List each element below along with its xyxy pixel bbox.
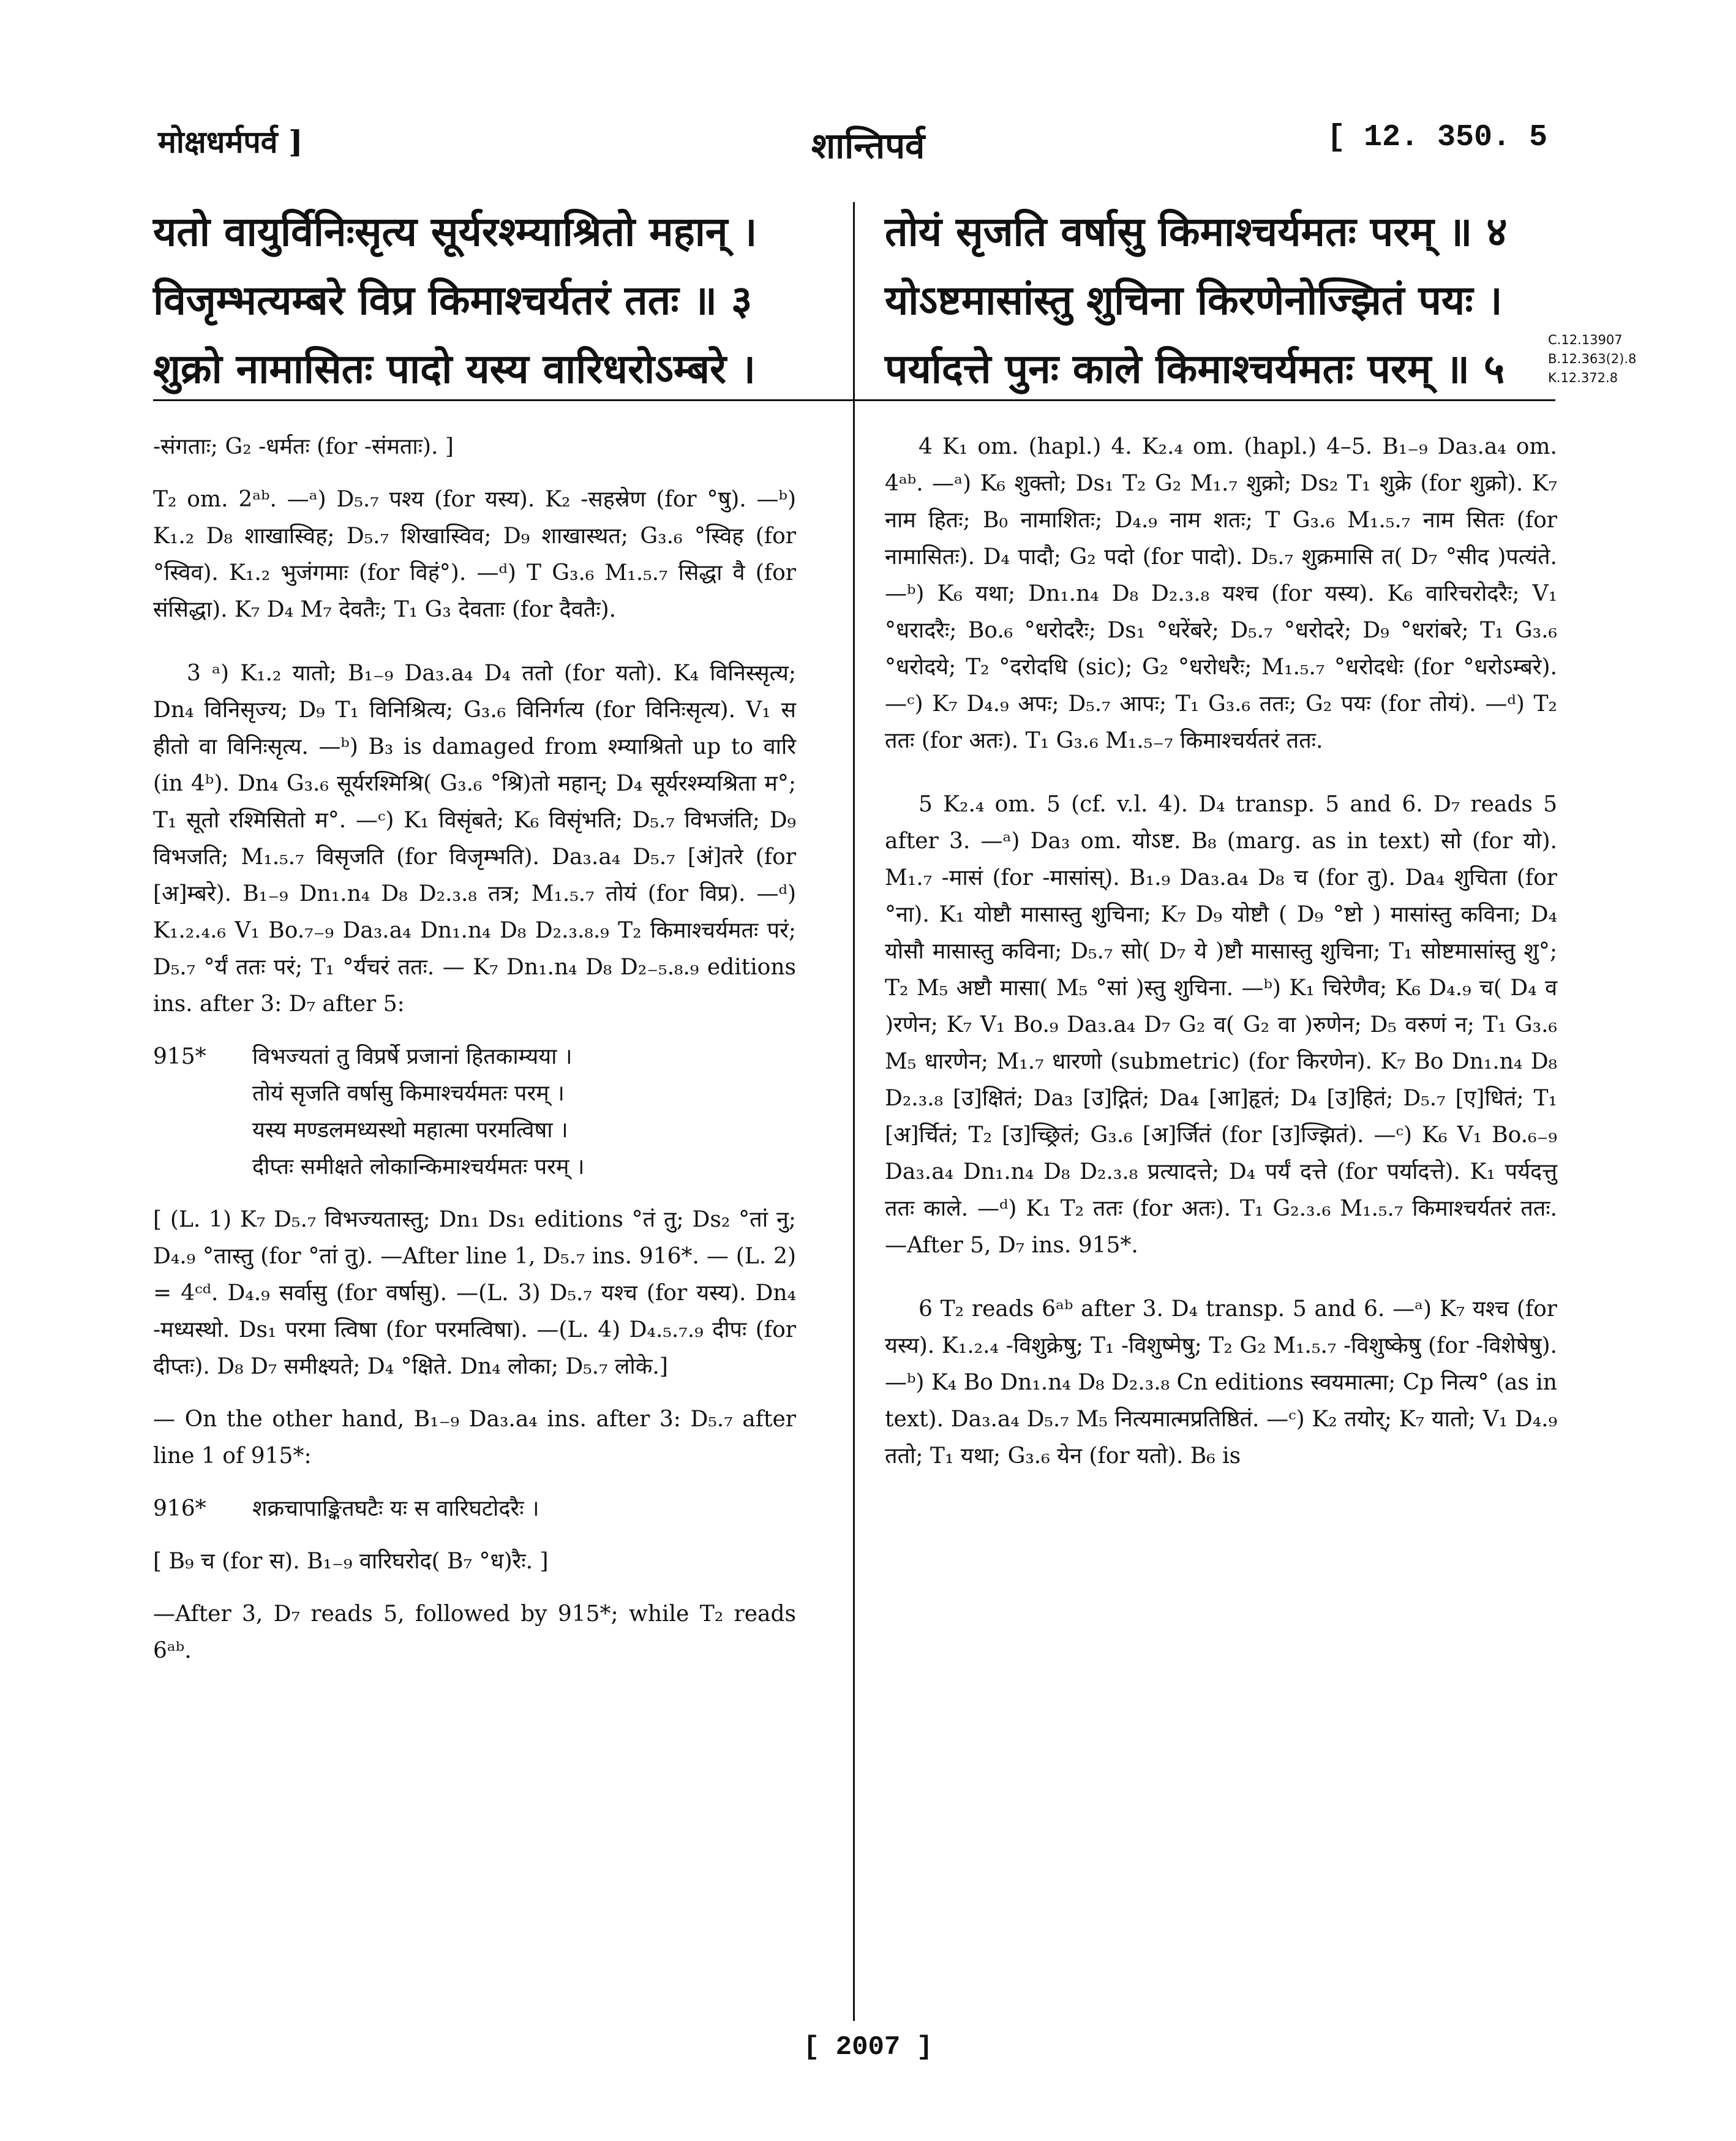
apparatus-note: —After 3, D₇ reads 5, followed by 915*; while T₂ reads 6ᵃᵇ. (153, 1601, 796, 1663)
apparatus-note: 6 T₂ reads 6ᵃᵇ after 3. D₄ transp. 5 and 6. —ᵃ) K₇ यश्च (for यस्य). K₁.₂.₄ -विशुक्रेषु; T₁ -विशुष्मेषु; T₂ G₂ M₁.₅.₇ -विशुष्केषु (for -विशेषेषु). —ᵇ) K₄ Bo Dn₁.n₄ D₈ D₂.₃.₈ Cn editions स्वयमात्मा; Cp नित्य° (as in text). Da₃.a₄ D₅.₇ M₅ नित्यमात्मप्रतिष्ठितं. —ᶜ) K₂ तयोर्; K₇ यातो; V₁ D₄.₉ ततो; T₁ यथा; G₃.₆ येन (for यतो). B₆ is (885, 1296, 1557, 1469)
interpolation-line: तोयं सृजति वर्षासु किमाश्चर्यमतः परम् । (252, 1081, 565, 1106)
cross-reference: C.12.13907 (1548, 333, 1623, 347)
apparatus-note: [ B₉ च (for स). B₁₋₉ वारिघरोद( B₇ °ध)रैः. ] (153, 1549, 549, 1574)
verse-text-right (885, 197, 1508, 403)
apparatus-note: 4 K₁ om. (hapl.) 4. K₂.₄ om. (hapl.) 4–5. B₁₋₉ Da₃.a₄ om. 4ᵃᵇ. —ᵃ) K₆ शुक्तो; Ds₁ T₂ G₂ M₁.₇ शुक्रो; Ds₂ T₁ शुक्रे (for शुक्रो). K₇ नाम हितः; B₀ नामाशितः; D₄.₉ नाम शतः; T G₃.₆ M₁.₅.₇ नाम सितः (for नामासितः). D₄ पादौ; G₂ पदो (for पादो). D₅.₇ शुक्रमासि त( D₇ °सीद )पत्यंते. —ᵇ) K₆ यथा; Dn₁.n₄ D₈ D₂.₃.₈ यश्च (for यस्य). K₆ वारिचरोदरैः; V₁ °धरादरैः; Bo.₆ °धरोदरैः; Ds₁ °धरेंबरे; D₅.₇ °धरोदरे; D₉ °धरांबरे; T₁ G₃.₆ °धरोदये; T₂ °दरोदधि (sic); G₂ °धरोधरैः; M₁.₅.₇ °धरोदधेः (for °धरोऽम्बरे). —ᶜ) K₇ D₄.₉ अपः; D₅.₇ आपः; T₁ G₃.₆ ततः; G₂ पयः (for तोयं). —ᵈ) T₂ ततः (for अतः). T₁ G₃.₆ M₁.₅₋₇ किमाश्चर्यतरं ततः. (885, 434, 1557, 753)
apparatus-note: 3 ᵃ) K₁.₂ यातो; B₁₋₉ Da₃.a₄ D₄ ततो (for यतो). K₄ विनिस्सृत्य; Dn₄ विनिसृज्य; D₉ T₁ विनिश्रित्य; G₃.₆ विनिर्गत्य (for विनिःसृत्य). V₁ स हीतो वा विनिःसृत्य. —ᵇ) B₃ is damaged from श्म्याश्रितो up to वारि (in 4ᵇ). Dn₄ G₃.₆ सूर्यरश्मिश्रि( G₃.₆ °श्रि)तो महान्; D₄ सूर्यरश्म्यश्रिता म°; T₁ सूतो रश्मिसितो म°. —ᶜ) K₁ विसृंबते; K₆ विसृंभति; D₅.₇ विभजंति; D₉ विभजति; M₁.₅.₇ विसृजति (for विजृम्भति). Da₃.a₄ D₅.₇ [अं]तरे (for [अ]म्बरे). B₁₋₉ Dn₁.n₄ D₈ D₂.₃.₈ तत्र; M₁.₅.₇ तोयं (for विप्र). —ᵈ) K₁.₂.₄.₆ V₁ Bo.₇₋₉ Da₃.a₄ Dn₁.n₄ D₈ D₂.₃.₈.₉ T₂ किमाश्चर्यमतः परं; D₅.₇ °र्यं ततः परं; T₁ °र्यंचरं ततः. — K₇ Dn₁.n₄ D₈ D₂₋₅.₈.₉ editions ins. after 3: D₇ after 5: (153, 661, 796, 1017)
interpolation-line: यस्य मण्डलमध्यस्थो महात्मा परमत्विषा । (252, 1118, 568, 1143)
verse-line: योऽष्टमासांस्तु शुचिना किरणेनोज्झितं पयः । (885, 276, 1503, 324)
apparatus-note: [ (L. 1) K₇ D₅.₇ विभज्यतास्तु; Dn₁ Ds₁ editions °तं तु; Ds₂ °तां नु; D₄.₉ °तास्तु (for °तां तु). —After line 1, D₅.₇ ins. 916*. — (L. 2) = 4ᶜᵈ. D₄.₉ सर्वासु (for वर्षासु). —(L. 3) D₅.₇ यश्च (for यस्य). Dn₄ -मध्यस्थो. Ds₁ परमा त्विषा (for परमत्विषा). —(L. 4) D₄.₅.₇.₉ दीपः (for दीप्तः). D₈ D₇ समीक्ष्यते; D₄ °क्षिते. Dn₄ लोका; D₅.₇ लोके.] (153, 1207, 796, 1379)
verse-reference: [ 12. 350. 5 (1326, 120, 1547, 155)
interpolation-916 (153, 1491, 796, 1527)
cross-reference: K.12.372.8 (1548, 371, 1618, 385)
apparatus-note: T₂ om. 2ᵃᵇ. —ᵃ) D₅.₇ पश्य (for यस्य). K₂ -सहस्रेण (for °षु). —ᵇ) K₁.₂ D₈ शाखास्विह; D₅.₇ शिखास्विव; D₉ शाखास्थत; G₃.₆ °स्विह (for °स्विव). K₁.₂ भुजंगमाः (for विहं°). —ᵈ) T G₃.₆ M₁.₅.₇ सिद्धा वै (for संसिद्धा). K₇ D₄ M₇ देवतैः; T₁ G₃ देवताः (for दैवतैः). (153, 487, 796, 622)
apparatus-note: — On the other hand, B₁₋₉ Da₃.a₄ ins. after 3: D₅.₇ after line 1 of 915*: (153, 1407, 796, 1469)
interpolation-line: शक्रचापाङ्कितघटैः यः स वारिघटोदरैः । (252, 1496, 539, 1521)
interpolation-line: दीप्तः समीक्षते लोकान्किमाश्चर्यमतः परम् । (252, 1154, 585, 1180)
section-title: मोक्षधर्मपर्व ] (158, 124, 303, 160)
verse-line: यतो वायुर्विनिःसृत्य सूर्यरश्म्याश्रितो महान् । (153, 208, 757, 255)
verse-line: तोयं सृजति वर्षासु किमाश्चर्यमतः परम् ॥ ४ (885, 208, 1508, 255)
interpolation-number: 916* (153, 1496, 206, 1521)
cross-reference: B.12.363(2).8 (1548, 352, 1637, 366)
book-title: शान्तिपर्व (811, 125, 925, 167)
verse-line: शुक्रो नामासितः पादो यस्य वारिधरोऽम्बरे । (153, 345, 756, 393)
interpolation-915 (153, 1039, 796, 1186)
verse-text-left (153, 197, 757, 403)
interpolation-number: 915* (153, 1044, 206, 1069)
apparatus-note: -संगताः; G₂ -धर्मतः (for -संमताः). ] (153, 434, 454, 459)
apparatus-note: 5 K₂.₄ om. 5 (cf. v.l. 4). D₄ transp. 5 and 6. D₇ reads 5 after 3. —ᵃ) Da₃ om. योऽष्ट. B₈ (marg. as in text) सो (for यो). M₁.₇ -मासं (for -मासांस्). B₁.₉ Da₃.a₄ D₈ च (for तु). Da₄ शुचिता (for °ना). K₁ योष्टौ मासास्तु शुचिना; K₇ D₉ योष्टौ ( D₉ °ष्टो ) मासांस्तु कविना; D₄ योसौ मासास्तु कविना; D₅.₇ सो( D₇ ये )ष्टौ मासास्तु शुचिना; T₁ सोष्टमासांस्तु शु°; T₂ M₅ अष्टौ मासा( M₅ °सां )स्तु शुचिना. —ᵇ) K₁ चिरेणैव; K₆ D₄.₉ च( D₄ व )रणेन; K₇ V₁ Bo.₉ Da₃.a₄ D₇ G₂ व( G₂ वा )रुणेन; D₅ वरुणं न; T₁ G₃.₆ M₅ धारणेन; M₁.₇ धारणो (submetric) (for किरणेन). K₇ Bo Dn₁.n₄ D₈ D₂.₃.₈ [उ]क्षितं; Da₃ [उ]द्गितं; Da₄ [आ]हृतं; D₄ [उ]हितं; D₅.₇ [ए]धितं; T₁ [अ]र्चितं; T₂ [उ]च्छ्रितं; G₃.₆ [अ]र्जितं (for [उ]ज्झितं). —ᶜ) K₆ V₁ Bo.₆₋₉ Da₃.a₄ Dn₁.n₄ D₈ D₂.₃.₈ प्रत्यादत्ते; D₄ पर्यं दत्ते (for पर्यादत्ते). K₁ पर्यदत्तु ततः काले. —ᵈ) K₁ T₂ ततः (for अतः). T₁ G₂.₃.₆ M₁.₅.₇ किमाश्चर्यतरं ततः. —After 5, D₇ ins. 915*. (885, 792, 1557, 1258)
apparatus-left-column (153, 429, 796, 1696)
apparatus-right-column (885, 429, 1557, 1502)
page-number: [ 2007 ] (803, 2032, 933, 2063)
verse-line: विजृम्भत्यम्बरे विप्र किमाश्चर्यतरं ततः ॥ ३ (153, 276, 753, 324)
interpolation-line: विभज्यतां तु विप्रर्षे प्रजानां हितकाम्यया । (252, 1044, 573, 1069)
cross-references (1548, 331, 1636, 388)
column-divider (853, 202, 855, 2021)
verse-line: पर्यादत्ते पुनः काले किमाश्चर्यमतः परम् ॥ ५ (885, 345, 1505, 393)
